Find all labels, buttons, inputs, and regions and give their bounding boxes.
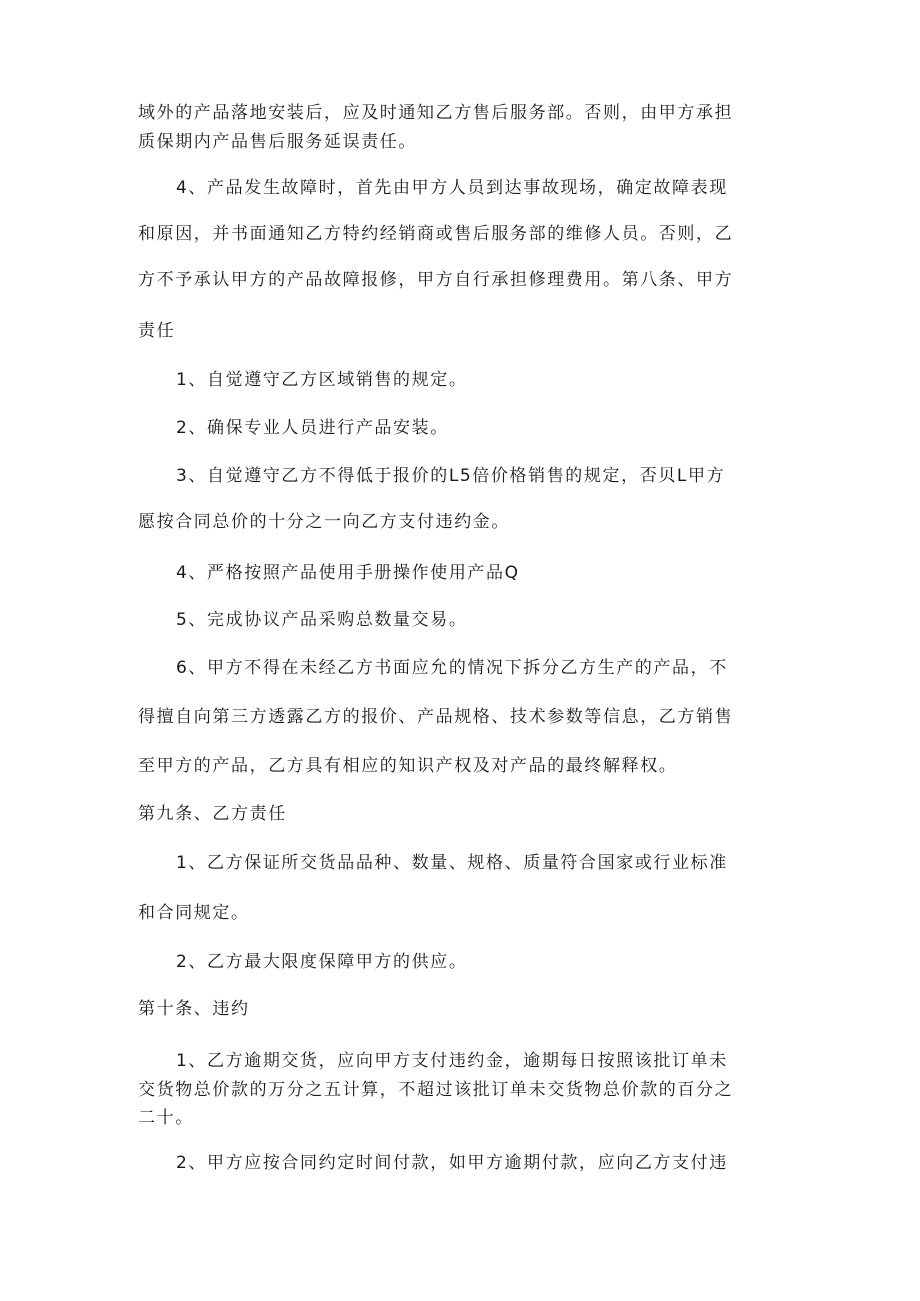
text-line: 交货物总价款的万分之五计算，不超过该批订单未交货物总价款的百分之 <box>138 1080 734 1100</box>
text-line: 责任 <box>138 321 176 341</box>
text-line: 和原因，并书面通知乙方特约经销商或售后服务部的维修人员。否则，乙 <box>138 224 734 244</box>
text-line: 质保期内产品售后服务延误责任。 <box>138 132 417 152</box>
text-line: 二十。 <box>138 1108 194 1128</box>
text-line: 至甲方的产品，乙方具有相应的知识产权及对产品的最终解释权。 <box>138 756 678 776</box>
text-line: 4、严格按照产品使用手册操作使用产品Q <box>176 563 520 583</box>
text-line: 2、确保专业人员进行产品安装。 <box>176 418 449 438</box>
text-line: 愿按合同总价的十分之一向乙方支付违约金。 <box>138 512 510 532</box>
text-line: 得擅自向第三方透露乙方的报价、产品规格、技术参数等信息，乙方销售 <box>138 707 734 727</box>
text-line: 3、自觉遵守乙方不得低于报价的L5倍价格销售的规定，否贝L甲方 <box>176 466 726 486</box>
text-line: 5、完成协议产品采购总数量交易。 <box>176 610 468 630</box>
text-line: 2、乙方最大限度保障甲方的供应。 <box>176 952 468 972</box>
text-line: 1、乙方逾期交货，应向甲方支付违约金，逾期每日按照该批订单未 <box>176 1051 728 1071</box>
text-line: 4、产品发生故障时，首先由甲方人员到达事故现场，确定故障表现 <box>176 178 728 198</box>
text-line: 域外的产品落地安装后，应及时通知乙方售后服务部。否则，由甲方承担 <box>138 103 734 123</box>
text-line: 和合同规定。 <box>138 903 250 923</box>
text-line: 6、甲方不得在未经乙方书面应允的情况下拆分乙方生产的产品，不 <box>176 658 728 678</box>
text-line: 1、乙方保证所交货品品种、数量、规格、质量符合国家或行业标准 <box>176 853 728 873</box>
text-line: 1、自觉遵守乙方区域销售的规定。 <box>176 370 468 390</box>
section-heading: 第九条、乙方责任 <box>138 804 287 824</box>
text-line: 方不予承认甲方的产品故障报修，甲方自行承担修理费用。第八条、甲方 <box>138 270 734 290</box>
section-heading: 第十条、违约 <box>138 999 250 1019</box>
text-line: 2、甲方应按合同约定时间付款，如甲方逾期付款，应向乙方支付违 <box>176 1153 728 1173</box>
